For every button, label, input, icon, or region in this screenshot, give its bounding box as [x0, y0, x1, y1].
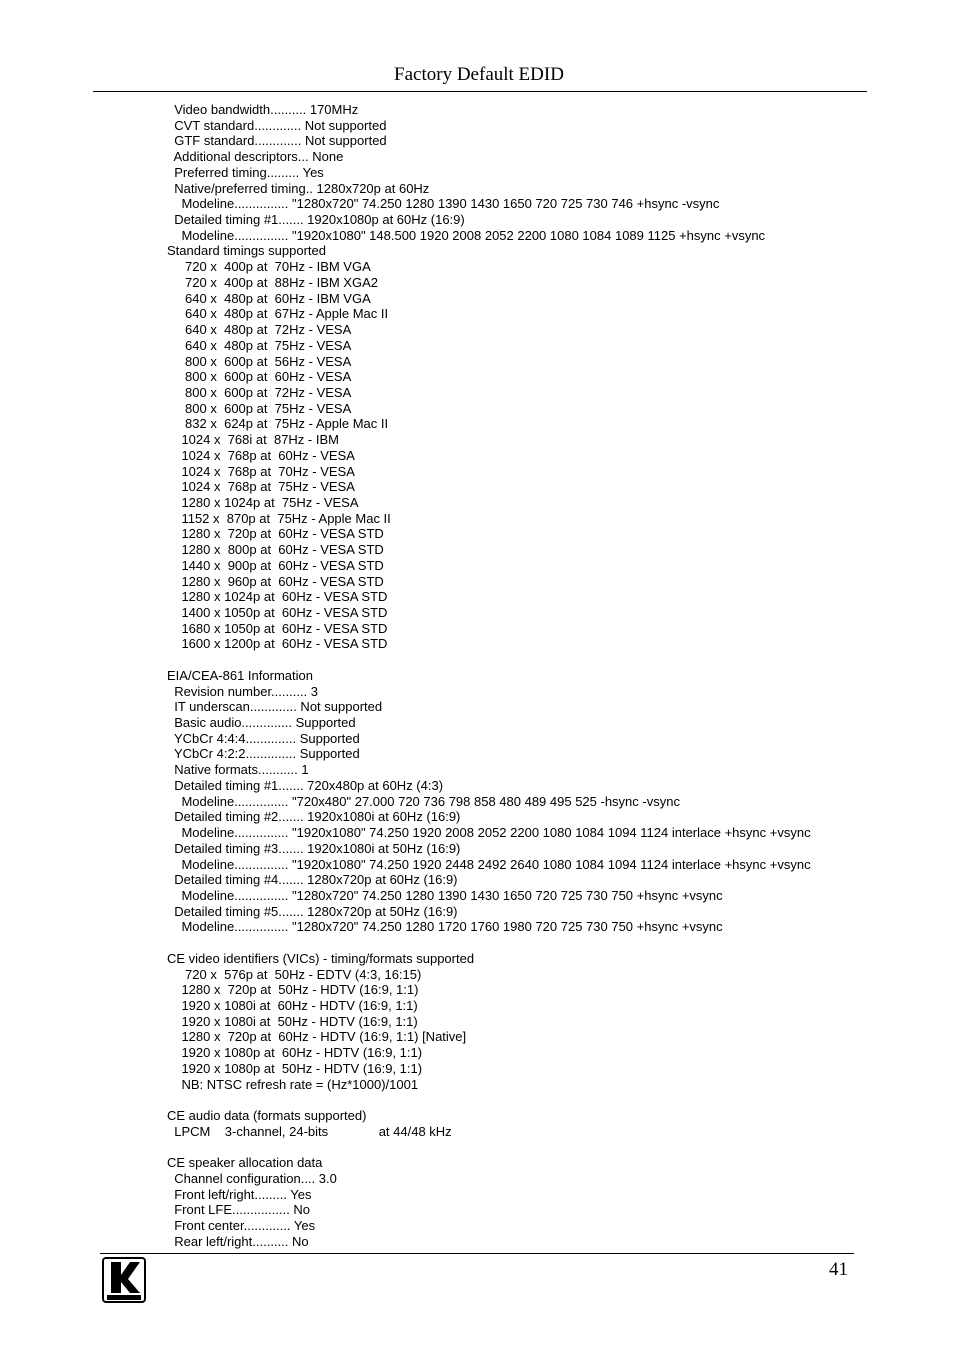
text-line: Detailed timing #3....... 1920x1080i at 50Hz (16:9) — [167, 840, 461, 856]
text-line: 1280 x 720p at 50Hz - HDTV (16:9, 1:1) — [167, 982, 419, 998]
text-line: YCbCr 4:2:2.............. Supported — [167, 746, 360, 762]
text-line: 1280 x 1024p at 75Hz - VESA — [167, 494, 359, 510]
text-line: 1600 x 1200p at 60Hz - VESA STD — [167, 636, 388, 652]
text-line: Video bandwidth.......... 170MHz — [167, 102, 359, 117]
text-line: 1920 x 1080p at 60Hz - HDTV (16:9, 1:1) — [167, 1045, 423, 1061]
edid-text-block — [167, 102, 811, 1249]
text-line: 1920 x 1080i at 50Hz - HDTV (16:9, 1:1) — [167, 1013, 418, 1029]
text-line: 1280 x 720p at 60Hz - VESA STD — [167, 526, 384, 542]
text-line: 720 x 576p at 50Hz - EDTV (4:3, 16:15) — [167, 966, 422, 982]
text-line: 1280 x 720p at 60Hz - HDTV (16:9, 1:1) [Native] — [167, 1029, 467, 1045]
text-line: 1024 x 768p at 60Hz - VESA — [167, 447, 355, 463]
text-line: Modeline............... "1920x1080" 148.500 1920 2008 2052 2200 1080 1084 1089 1125 +hsync +vsync — [167, 227, 766, 243]
text-line: 832 x 624p at 75Hz - Apple Mac II — [167, 416, 389, 432]
text-line: Modeline............... "1280x720" 74.250 1280 1390 1430 1650 720 725 730 750 +hsync +vsync — [167, 887, 723, 903]
text-line: Standard timings supported — [167, 243, 326, 259]
kramer-logo — [102, 1257, 146, 1303]
text-line: 1920 x 1080p at 50Hz - HDTV (16:9, 1:1) — [167, 1060, 423, 1076]
page-number: 41 — [829, 1259, 848, 1280]
text-line: 720 x 400p at 88Hz - IBM XGA2 — [167, 274, 378, 290]
text-line: Detailed timing #4....... 1280x720p at 60Hz (16:9) — [167, 872, 458, 888]
text-line: 640 x 480p at 75Hz - VESA — [167, 337, 352, 353]
text-line: 1280 x 1024p at 60Hz - VESA STD — [167, 589, 388, 605]
text-line: EIA/CEA-861 Information — [167, 667, 313, 683]
text-line: Detailed timing #5....... 1280x720p at 50Hz (16:9) — [167, 903, 458, 919]
text-line: Front center............. Yes — [167, 1218, 316, 1234]
text-line: YCbCr 4:4:4.............. Supported — [167, 730, 360, 746]
text-line: GTF standard............. Not supported — [167, 133, 387, 149]
text-line: 1920 x 1080i at 60Hz - HDTV (16:9, 1:1) — [167, 997, 418, 1013]
page-title: Factory Default EDID — [394, 64, 564, 85]
text-line: 1024 x 768i at 87Hz - IBM — [167, 432, 339, 448]
blank-line — [167, 1092, 811, 1108]
text-line: CE video identifiers (VICs) - timing/formats supported — [167, 950, 475, 966]
text-line: 640 x 480p at 67Hz - Apple Mac II — [167, 306, 389, 322]
text-line: Front left/right......... Yes — [167, 1186, 312, 1202]
text-line: Native/preferred timing.. 1280x720p at 60Hz — [167, 180, 430, 196]
text-line: Rear left/right.......... No — [167, 1233, 309, 1249]
text-line: CE audio data (formats supported) — [167, 1108, 367, 1123]
text-line: 1400 x 1050p at 60Hz - VESA STD — [167, 605, 388, 620]
text-line: LPCM 3-channel, 24-bits at 44/48 kHz — [167, 1123, 452, 1139]
text-line: Modeline............... "1920x1080" 74.250 1920 2008 2052 2200 1080 1084 1094 1124 interlace +hsync +vsync — [167, 825, 811, 841]
text-line: 1680 x 1050p at 60Hz - VESA STD — [167, 620, 388, 636]
text-line: 1024 x 768p at 70Hz - VESA — [167, 463, 355, 479]
text-line: Detailed timing #1....... 720x480p at 60Hz (4:3) — [167, 777, 444, 793]
text-line: Modeline............... "720x480" 27.000 720 736 798 858 480 489 495 525 -hsync -vsync — [167, 793, 680, 809]
text-line: Detailed timing #2....... 1920x1080i at 60Hz (16:9) — [167, 809, 461, 825]
text-line: Modeline............... "1280x720" 74.250 1280 1720 1760 1980 720 725 730 750 +hsync +vsync — [167, 919, 723, 935]
text-line: 1024 x 768p at 75Hz - VESA — [167, 479, 355, 495]
text-line: 640 x 480p at 72Hz - VESA — [167, 322, 352, 338]
text-line: 1440 x 900p at 60Hz - VESA STD — [167, 557, 384, 573]
text-line: Modeline............... "1280x720" 74.250 1280 1390 1430 1650 720 725 730 746 +hsync -vsync — [167, 196, 720, 212]
text-line: IT underscan............. Not supported — [167, 699, 383, 715]
text-line: 800 x 600p at 72Hz - VESA — [167, 384, 352, 400]
text-line: Basic audio.............. Supported — [167, 715, 356, 731]
text-line: 800 x 600p at 56Hz - VESA — [167, 353, 352, 369]
text-line: Native formats........... 1 — [167, 762, 309, 778]
kramer-logo-icon — [102, 1257, 146, 1303]
text-line: 640 x 480p at 60Hz - IBM VGA — [167, 290, 371, 306]
text-line: Modeline............... "1920x1080" 74.250 1920 2448 2492 2640 1080 1084 1094 1124 interlace +hsync +vsync — [167, 856, 811, 872]
text-line: 720 x 400p at 70Hz - IBM VGA — [167, 259, 371, 275]
text-line: Channel configuration.... 3.0 — [167, 1170, 337, 1186]
text-line: Additional descriptors... None — [167, 149, 344, 165]
text-line: Preferred timing......... Yes — [167, 164, 324, 180]
text-line: CVT standard............. Not supported — [167, 117, 387, 133]
text-line: Front LFE................ No — [167, 1202, 311, 1218]
text-line: CE speaker allocation data — [167, 1155, 323, 1171]
text-line: 1152 x 870p at 75Hz - Apple Mac II — [167, 510, 391, 526]
text-line: 800 x 600p at 60Hz - VESA — [167, 369, 352, 385]
header-rule — [93, 91, 867, 92]
blank-line — [167, 935, 811, 951]
text-line: 800 x 600p at 75Hz - VESA — [167, 400, 352, 416]
text-line: NB: NTSC refresh rate = (Hz*1000)/1001 — [167, 1076, 419, 1092]
text-line: 1280 x 800p at 60Hz - VESA STD — [167, 542, 384, 558]
blank-line — [167, 1139, 811, 1155]
blank-line — [167, 652, 811, 668]
text-line: Detailed timing #1....... 1920x1080p at 60Hz (16:9) — [167, 212, 465, 228]
footer-rule — [100, 1253, 854, 1254]
text-line: 1280 x 960p at 60Hz - VESA STD — [167, 573, 384, 589]
text-line: Revision number.......... 3 — [167, 683, 319, 699]
